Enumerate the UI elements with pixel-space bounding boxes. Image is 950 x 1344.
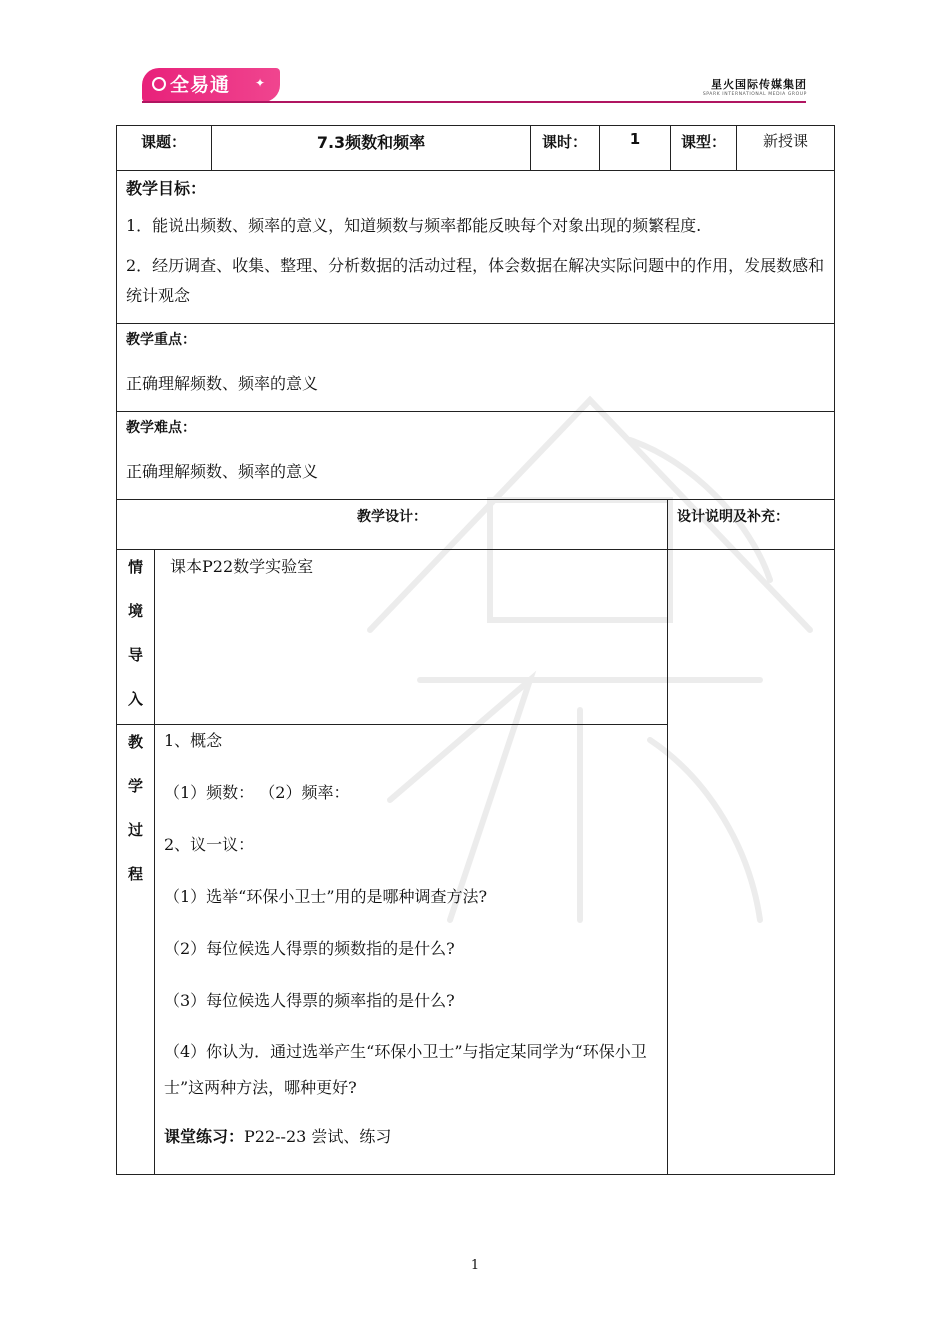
company-name-cn: 星火国际传媒集团 (711, 78, 807, 91)
question-1: （1）选举“环保小卫士”用的是哪种调查方法? (164, 887, 488, 906)
concept-items: （1）频数： （2）频率： (164, 783, 350, 802)
company-name (703, 76, 807, 97)
question-2: （2）每位候选人得票的频数指的是什么? (164, 939, 455, 958)
objectives-section (116, 170, 835, 324)
logo-text: 全易通 (170, 74, 231, 96)
process-content (154, 724, 668, 1175)
page-number: 1 (470, 1258, 480, 1273)
process-side-label (116, 724, 155, 1175)
sparkle-icon: ✦ (254, 76, 266, 90)
key-points-section (116, 323, 835, 412)
design-notes-label: 设计说明及补充： (667, 499, 835, 550)
design-notes-area (667, 549, 835, 1175)
type-label: 课型： (670, 125, 737, 171)
practice-content: P22--23 尝试、练习 (244, 1127, 392, 1146)
question-3: （3）每位候选人得票的频率指的是什么? (164, 991, 455, 1010)
intro-side-label (116, 549, 155, 725)
brand-logo (142, 68, 280, 102)
intro-content: 课本P22数学实验室 (154, 549, 668, 725)
discuss-heading: 2、议一议： (164, 835, 255, 854)
difficulties-section (116, 411, 835, 500)
type-value: 新授课 (736, 125, 835, 171)
objectives-label: 教学目标： (126, 179, 207, 198)
practice-line (164, 1126, 661, 1148)
hours-value: 1 (599, 125, 671, 171)
process-char-3: 过 (127, 821, 143, 839)
practice-label: 课堂练习： (164, 1127, 245, 1146)
key-points-content: 正确理解频数、频率的意义 (126, 374, 319, 393)
topic-label: 课题： (116, 125, 212, 171)
objective-item-2: 2．经历调查、收集、整理、分析数据的活动过程，体会数据在解决实际问题中的作用，发展数感和统计观念 (126, 256, 825, 305)
difficulties-label: 教学难点： (126, 420, 196, 436)
intro-char-1: 情 (127, 558, 143, 576)
intro-char-2: 境 (127, 602, 143, 620)
intro-char-4: 入 (127, 690, 143, 708)
process-char-4: 程 (127, 865, 143, 883)
difficulties-content: 正确理解频数、频率的意义 (126, 462, 319, 481)
logo-ring-icon (152, 77, 166, 91)
key-points-label: 教学重点： (126, 332, 196, 348)
question-4: （4）你认为．通过选举产生“环保小卫士”与指定某同学为“环保小卫士”这两种方法，哪种更好? (164, 1042, 647, 1097)
lesson-plan-table (116, 125, 835, 1175)
objective-item-1: 1．能说出频数、频率的意义，知道频数与频率都能反映每个对象出现的频繁程度. (126, 216, 702, 235)
process-char-2: 学 (127, 777, 143, 795)
design-label: 教学设计： (116, 499, 668, 550)
company-name-en: SPARK INTERNATIONAL MEDIA GROUP (702, 92, 807, 97)
header-divider (142, 101, 806, 103)
concept-heading: 1、概念 (164, 731, 223, 750)
process-char-1: 教 (127, 733, 143, 751)
hours-label: 课时： (530, 125, 600, 171)
topic-value: 7.3频数和频率 (211, 125, 531, 171)
intro-char-3: 导 (127, 646, 143, 664)
